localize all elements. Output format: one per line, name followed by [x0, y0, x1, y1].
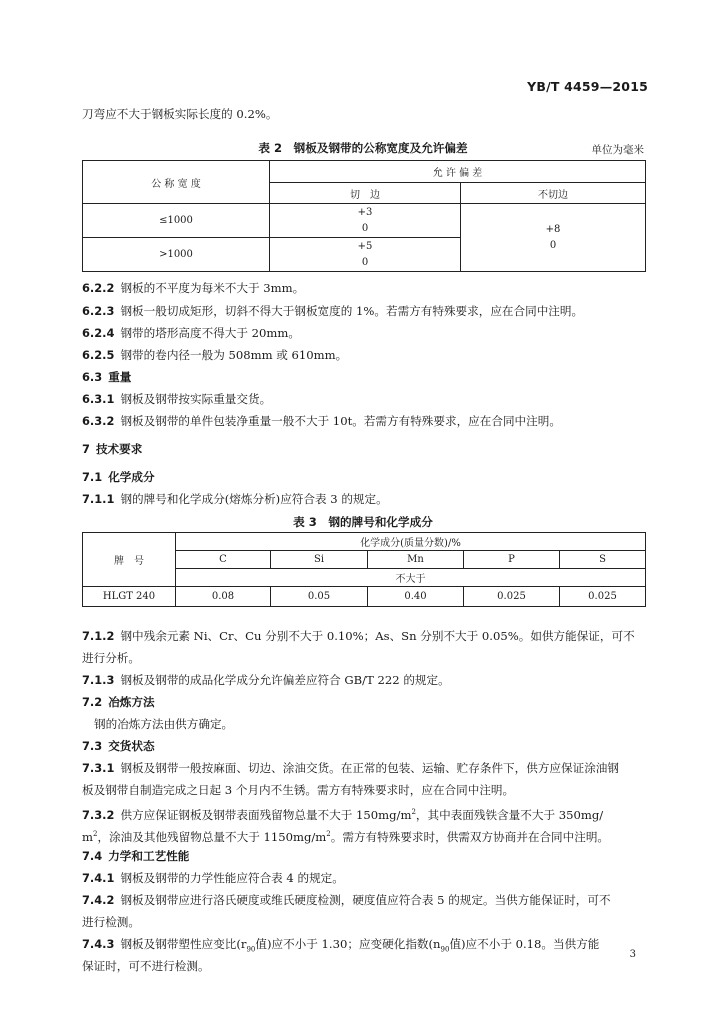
- clause-7-4-3: 7.4.3 钢板及钢带塑性应变比($r_{90}$值)应不小于 1.30；应变硬化指数($n_{90}$值)应不小于 0.18。当供方能: [82, 937, 600, 954]
- table3-element-mn: Mn: [368, 551, 464, 569]
- clause-6-3-2: 6.3.2 钢板及钢带的单件包装净重量一般不大于 10t。若需方有特殊要求，应在合同中注明。: [82, 414, 561, 428]
- clause-6-2-4: 6.2.4 钢带的塔形高度不得大于 20mm。: [82, 326, 300, 340]
- standard-code: YB/T 4459—2015: [527, 79, 648, 94]
- table3-value-mn: 0.40: [368, 587, 464, 607]
- tolerance-upper: +5: [357, 240, 373, 252]
- table2-cell-cut: [270, 238, 461, 272]
- section-7-1-heading: 7.1 化学成分: [82, 470, 155, 484]
- clause-7-1-3: 7.1.3 钢板及钢带的成品化学成分允许偏差应符合 GB/T 222 的规定。: [82, 673, 450, 687]
- table2: [82, 160, 646, 272]
- table2-header-cut: 切 边: [270, 183, 461, 204]
- table2-cell-cut: [270, 204, 461, 238]
- table2-header-uncut: 不切边: [461, 183, 646, 204]
- clause-7-4-3-cont: 保证时，可不进行检测。: [82, 959, 210, 973]
- clause-6-2-3: 6.2.3 钢板一般切成矩形，切斜不得大于钢板宽度的 1%。若需方有特殊要求，应在合同中注明。: [82, 304, 584, 318]
- table3-header-max: 不大于: [176, 569, 646, 587]
- clause-7-1-2-cont: 进行分析。: [82, 651, 140, 665]
- table2-header-width: 公 称 宽 度: [83, 161, 270, 204]
- table3-value-p: 0.025: [464, 587, 560, 607]
- table3-element-si: Si: [271, 551, 368, 569]
- table2-cell-width: ≤1000: [83, 204, 270, 238]
- table3-element-p: P: [464, 551, 560, 569]
- table3-caption: 表 3 钢的牌号和化学成分: [293, 515, 433, 529]
- table3-header-grade: 牌 号: [83, 533, 176, 587]
- table3-value-si: 0.05: [271, 587, 368, 607]
- section-7-heading: 7 技术要求: [82, 442, 143, 456]
- table2-caption: 表 2 钢板及钢带的公称宽度及允许偏差: [258, 141, 468, 155]
- tolerance-lower: 0: [361, 222, 369, 234]
- table3-element-s: S: [560, 551, 646, 569]
- clause-7-4-1: 7.4.1 钢板及钢带的力学性能应符合表 4 的规定。: [82, 871, 344, 885]
- section-7-3-heading: 7.3 交货状态: [82, 739, 155, 753]
- section-7-4-heading: 7.4 力学和工艺性能: [82, 849, 190, 863]
- clause-7-3-2-cont: $m^2$，涂油及其他残留物总量不大于 $1150mg/m^2$。需方有特殊要求时，供需双方协商并在合同中注明。: [82, 829, 610, 844]
- clause-7-4-2-cont: 进行检测。: [82, 915, 140, 929]
- clause-7-3-2: 7.3.2 供方应保证钢板及钢带表面残留物总量不大于 $150mg/m^2$，其中表面残铁含量不大于 350mg/: [82, 807, 604, 822]
- clause-6-2-5: 6.2.5 钢带的卷内径一般为 508mm 或 610mm。: [82, 348, 348, 362]
- clause-6-3-1: 6.3.1 钢板及钢带按实际重量交货。: [82, 392, 272, 406]
- paragraph-continuation: 刀弯应不大于钢板实际长度的 0.2%。: [82, 107, 278, 121]
- section-7-2-heading: 7.2 冶炼方法: [82, 695, 155, 709]
- clause-7-4-2: 7.4.2 钢板及钢带应进行洛氏硬度或维氏硬度检测，硬度值应符合表 5 的规定。当供方能保证时，可不: [82, 893, 611, 907]
- clause-7-1-1: 7.1.1 钢的牌号和化学成分(熔炼分析)应符合表 3 的规定。: [82, 492, 388, 506]
- clause-7-1-2: 7.1.2 钢中残余元素 Ni、Cr、Cu 分别不大于 0.10%；As、Sn 分别不大于 0.05%。如供方能保证，可不: [82, 629, 635, 643]
- table3-value-s: 0.025: [560, 587, 646, 607]
- tolerance-lower: 0: [361, 256, 369, 268]
- tolerance-lower: 0: [549, 239, 557, 251]
- section-6-3-heading: 6.3 重量: [82, 370, 132, 384]
- table3-header-composition: 化学成分(质量分数)/%: [176, 533, 646, 551]
- table2-unit: 单位为毫米: [591, 144, 644, 156]
- tolerance-upper: +8: [545, 223, 561, 235]
- tolerance-upper: +3: [357, 206, 373, 218]
- table2-cell-uncut: [461, 204, 646, 272]
- page-number: 3: [629, 949, 636, 960]
- table3-grade: HLGT 240: [83, 587, 176, 607]
- table3-value-c: 0.08: [176, 587, 271, 607]
- clause-7-3-1-cont: 板及钢带自制造完成之日起 3 个月内不生锈。需方有特殊要求时，应在合同中注明。: [82, 783, 515, 797]
- table3-element-c: C: [176, 551, 271, 569]
- clause-6-2-2: 6.2.2 钢板的不平度为每米不大于 3mm。: [82, 281, 305, 295]
- clause-7-2-body: 钢的冶炼方法由供方确定。: [94, 717, 234, 731]
- table3: [82, 532, 646, 607]
- table2-cell-width: >1000: [83, 238, 270, 272]
- table2-header-tolerance: 允 许 偏 差: [270, 161, 646, 183]
- clause-7-3-1: 7.3.1 钢板及钢带一般按麻面、切边、涂油交货。在正常的包装、运输、贮存条件下，供方应保证涂油钢: [82, 761, 619, 775]
